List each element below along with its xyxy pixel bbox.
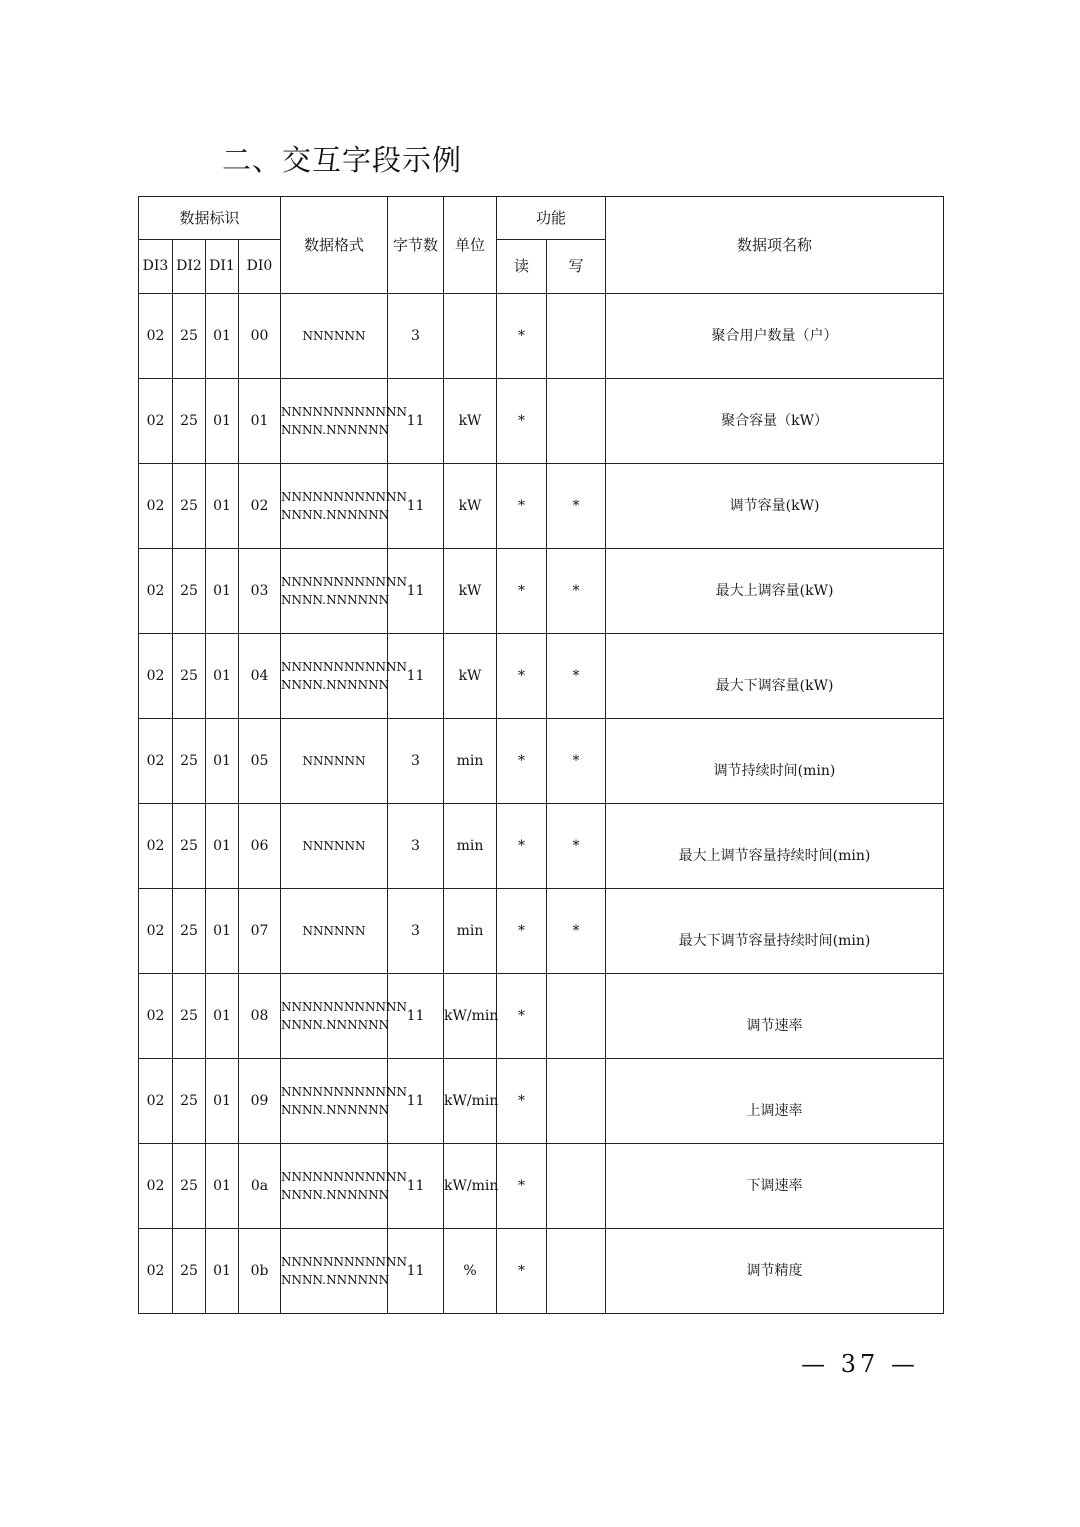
di0-cell: 04	[239, 634, 281, 719]
bytes-cell: 11	[388, 634, 444, 719]
format-line-1: NNNNNNNNNNNN	[281, 490, 408, 504]
write-cell	[547, 1144, 606, 1229]
item-name-cell	[606, 464, 944, 549]
read-cell: *	[497, 1229, 547, 1314]
format-cell	[281, 804, 388, 889]
unit-cell: kW/min	[444, 1059, 497, 1144]
di3-cell: 02	[139, 1144, 173, 1229]
item-name-text: 最大上调容量(kW)	[715, 582, 834, 599]
write-cell: *	[547, 719, 606, 804]
format-cell	[281, 294, 388, 379]
item-name-cell	[606, 379, 944, 464]
format-line-1: NNNNNN	[302, 839, 366, 853]
di1-cell: 01	[206, 634, 239, 719]
header-data-id: 数据标识	[139, 197, 281, 240]
item-name-text: 最大上调节容量持续时间(min)	[678, 847, 871, 864]
header-write: 写	[547, 240, 606, 294]
table-row	[139, 889, 944, 974]
bytes-cell: 3	[388, 294, 444, 379]
bytes-cell: 3	[388, 719, 444, 804]
unit-cell: min	[444, 889, 497, 974]
unit-cell	[444, 294, 497, 379]
read-cell: *	[497, 294, 547, 379]
format-line-1: NNNNNNNNNNNN	[281, 1000, 408, 1014]
header-bytes: 字节数	[388, 197, 444, 294]
di0-cell: 05	[239, 719, 281, 804]
format-line-1: NNNNNNNNNNNN	[281, 1085, 408, 1099]
item-name-text: 聚合容量（kW）	[721, 412, 828, 429]
di0-cell: 00	[239, 294, 281, 379]
item-name-cell	[606, 889, 944, 974]
bytes-cell: 11	[388, 1144, 444, 1229]
header-di0: DI0	[239, 240, 281, 294]
item-name-cell	[606, 1229, 944, 1314]
page-number: — 37 —	[801, 1350, 919, 1378]
di2-cell: 25	[173, 804, 206, 889]
table-row	[139, 464, 944, 549]
table-row	[139, 1059, 944, 1144]
di2-cell: 25	[173, 974, 206, 1059]
header-row-1	[139, 197, 944, 240]
item-name-text: 聚合用户数量（户）	[711, 327, 838, 344]
di1-cell: 01	[206, 294, 239, 379]
write-cell: *	[547, 549, 606, 634]
di3-cell: 02	[139, 1229, 173, 1314]
read-cell: *	[497, 1059, 547, 1144]
di0-cell: 07	[239, 889, 281, 974]
unit-cell: min	[444, 719, 497, 804]
read-cell: *	[497, 974, 547, 1059]
di1-cell: 01	[206, 804, 239, 889]
format-line-1: NNNNNN	[302, 329, 366, 343]
di3-cell: 02	[139, 549, 173, 634]
di3-cell: 02	[139, 464, 173, 549]
format-cell	[281, 889, 388, 974]
di0-cell: 06	[239, 804, 281, 889]
di0-cell: 01	[239, 379, 281, 464]
unit-cell: %	[444, 1229, 497, 1314]
item-name-cell	[606, 294, 944, 379]
unit-cell: kW	[444, 549, 497, 634]
di2-cell: 25	[173, 379, 206, 464]
format-line-2: NNNN.NNNNNN	[281, 1103, 390, 1117]
item-name-text: 调节持续时间(min)	[713, 762, 836, 779]
item-name-text: 下调速率	[746, 1177, 803, 1194]
table-row	[139, 974, 944, 1059]
table-row	[139, 294, 944, 379]
di2-cell: 25	[173, 1229, 206, 1314]
di3-cell: 02	[139, 634, 173, 719]
read-cell: *	[497, 634, 547, 719]
header-di3: DI3	[139, 240, 173, 294]
format-line-1: NNNNNN	[302, 924, 366, 938]
item-name-text: 上调速率	[746, 1102, 803, 1119]
unit-cell: kW	[444, 464, 497, 549]
unit-cell: min	[444, 804, 497, 889]
di0-cell: 02	[239, 464, 281, 549]
di3-cell: 02	[139, 804, 173, 889]
write-cell	[547, 974, 606, 1059]
format-cell	[281, 379, 408, 464]
di0-cell: 09	[239, 1059, 281, 1144]
format-line-1: NNNNNNNNNNNN	[281, 405, 408, 419]
read-cell: *	[497, 464, 547, 549]
unit-cell: kW	[444, 379, 497, 464]
write-cell	[547, 1059, 606, 1144]
di3-cell: 02	[139, 294, 173, 379]
item-name-text: 调节容量(kW)	[729, 497, 820, 514]
unit-cell: kW	[444, 634, 497, 719]
table-row	[139, 804, 944, 889]
bytes-cell: 3	[388, 889, 444, 974]
header-read: 读	[497, 240, 547, 294]
di2-cell: 25	[173, 294, 206, 379]
format-cell	[281, 549, 408, 634]
format-line-2: NNNN.NNNNNN	[281, 1188, 390, 1202]
di1-cell: 01	[206, 974, 239, 1059]
bytes-cell: 11	[388, 464, 444, 549]
table-row	[139, 1229, 944, 1314]
di2-cell: 25	[173, 549, 206, 634]
bytes-cell: 11	[388, 1229, 444, 1314]
header-di1: DI1	[206, 240, 239, 294]
di3-cell: 02	[139, 974, 173, 1059]
unit-cell: kW/min	[444, 1144, 497, 1229]
header-format: 数据格式	[281, 197, 388, 294]
write-cell	[547, 294, 606, 379]
format-line-2: NNNN.NNNNNN	[281, 423, 390, 437]
di0-cell: 0a	[239, 1144, 281, 1229]
format-line-1: NNNNNNNNNNNN	[281, 575, 408, 589]
bytes-cell: 11	[388, 1059, 444, 1144]
di2-cell: 25	[173, 1144, 206, 1229]
item-name-cell	[606, 1059, 944, 1144]
bytes-cell: 11	[388, 379, 444, 464]
write-cell: *	[547, 889, 606, 974]
write-cell	[547, 1229, 606, 1314]
di0-cell: 08	[239, 974, 281, 1059]
format-line-2: NNNN.NNNNNN	[281, 593, 390, 607]
table-row	[139, 1144, 944, 1229]
item-name-cell	[606, 549, 944, 634]
di3-cell: 02	[139, 719, 173, 804]
item-name-text: 最大下调节容量持续时间(min)	[678, 932, 871, 949]
item-name-cell	[606, 634, 944, 719]
di1-cell: 01	[206, 464, 239, 549]
format-cell	[281, 1144, 408, 1229]
di1-cell: 01	[206, 379, 239, 464]
di2-cell: 25	[173, 634, 206, 719]
di1-cell: 01	[206, 1229, 239, 1314]
di2-cell: 25	[173, 719, 206, 804]
di2-cell: 25	[173, 1059, 206, 1144]
format-line-1: NNNNNNNNNNNN	[281, 1170, 408, 1184]
di2-cell: 25	[173, 889, 206, 974]
format-cell	[281, 1229, 408, 1314]
read-cell: *	[497, 889, 547, 974]
write-cell: *	[547, 634, 606, 719]
header-name: 数据项名称	[606, 197, 944, 294]
di1-cell: 01	[206, 889, 239, 974]
di3-cell: 02	[139, 379, 173, 464]
write-cell: *	[547, 464, 606, 549]
format-line-1: NNNNNNNNNNNN	[281, 1255, 408, 1269]
item-name-cell	[606, 804, 944, 889]
di1-cell: 01	[206, 549, 239, 634]
format-line-1: NNNNNN	[302, 754, 366, 768]
header-di2: DI2	[173, 240, 206, 294]
table-row	[139, 549, 944, 634]
write-cell: *	[547, 804, 606, 889]
format-line-2: NNNN.NNNNNN	[281, 1018, 390, 1032]
item-name-cell	[606, 719, 944, 804]
data-field-table	[138, 196, 944, 1314]
header-unit: 单位	[444, 197, 497, 294]
table-row	[139, 634, 944, 719]
item-name-text: 调节速率	[746, 1017, 803, 1034]
format-cell	[281, 974, 408, 1059]
table-row	[139, 379, 944, 464]
format-cell	[281, 464, 408, 549]
header-function: 功能	[497, 197, 606, 240]
format-line-1: NNNNNNNNNNNN	[281, 660, 408, 674]
format-cell	[281, 1059, 408, 1144]
item-name-text: 最大下调容量(kW)	[715, 677, 834, 694]
section-heading: 二、交互字段示例	[222, 143, 463, 177]
read-cell: *	[497, 804, 547, 889]
read-cell: *	[497, 379, 547, 464]
di1-cell: 01	[206, 719, 239, 804]
di0-cell: 0b	[239, 1229, 281, 1314]
bytes-cell: 11	[388, 974, 444, 1059]
read-cell: *	[497, 719, 547, 804]
di2-cell: 25	[173, 464, 206, 549]
table-row	[139, 719, 944, 804]
item-name-cell	[606, 1144, 944, 1229]
format-line-2: NNNN.NNNNNN	[281, 1273, 390, 1287]
unit-cell: kW/min	[444, 974, 497, 1059]
di0-cell: 03	[239, 549, 281, 634]
format-line-2: NNNN.NNNNNN	[281, 678, 390, 692]
format-cell	[281, 719, 388, 804]
bytes-cell: 3	[388, 804, 444, 889]
format-line-2: NNNN.NNNNNN	[281, 508, 390, 522]
item-name-text: 调节精度	[746, 1262, 803, 1279]
read-cell: *	[497, 549, 547, 634]
format-cell	[281, 634, 408, 719]
di3-cell: 02	[139, 1059, 173, 1144]
di3-cell: 02	[139, 889, 173, 974]
di1-cell: 01	[206, 1059, 239, 1144]
di1-cell: 01	[206, 1144, 239, 1229]
item-name-cell	[606, 974, 944, 1059]
write-cell	[547, 379, 606, 464]
bytes-cell: 11	[388, 549, 444, 634]
read-cell: *	[497, 1144, 547, 1229]
